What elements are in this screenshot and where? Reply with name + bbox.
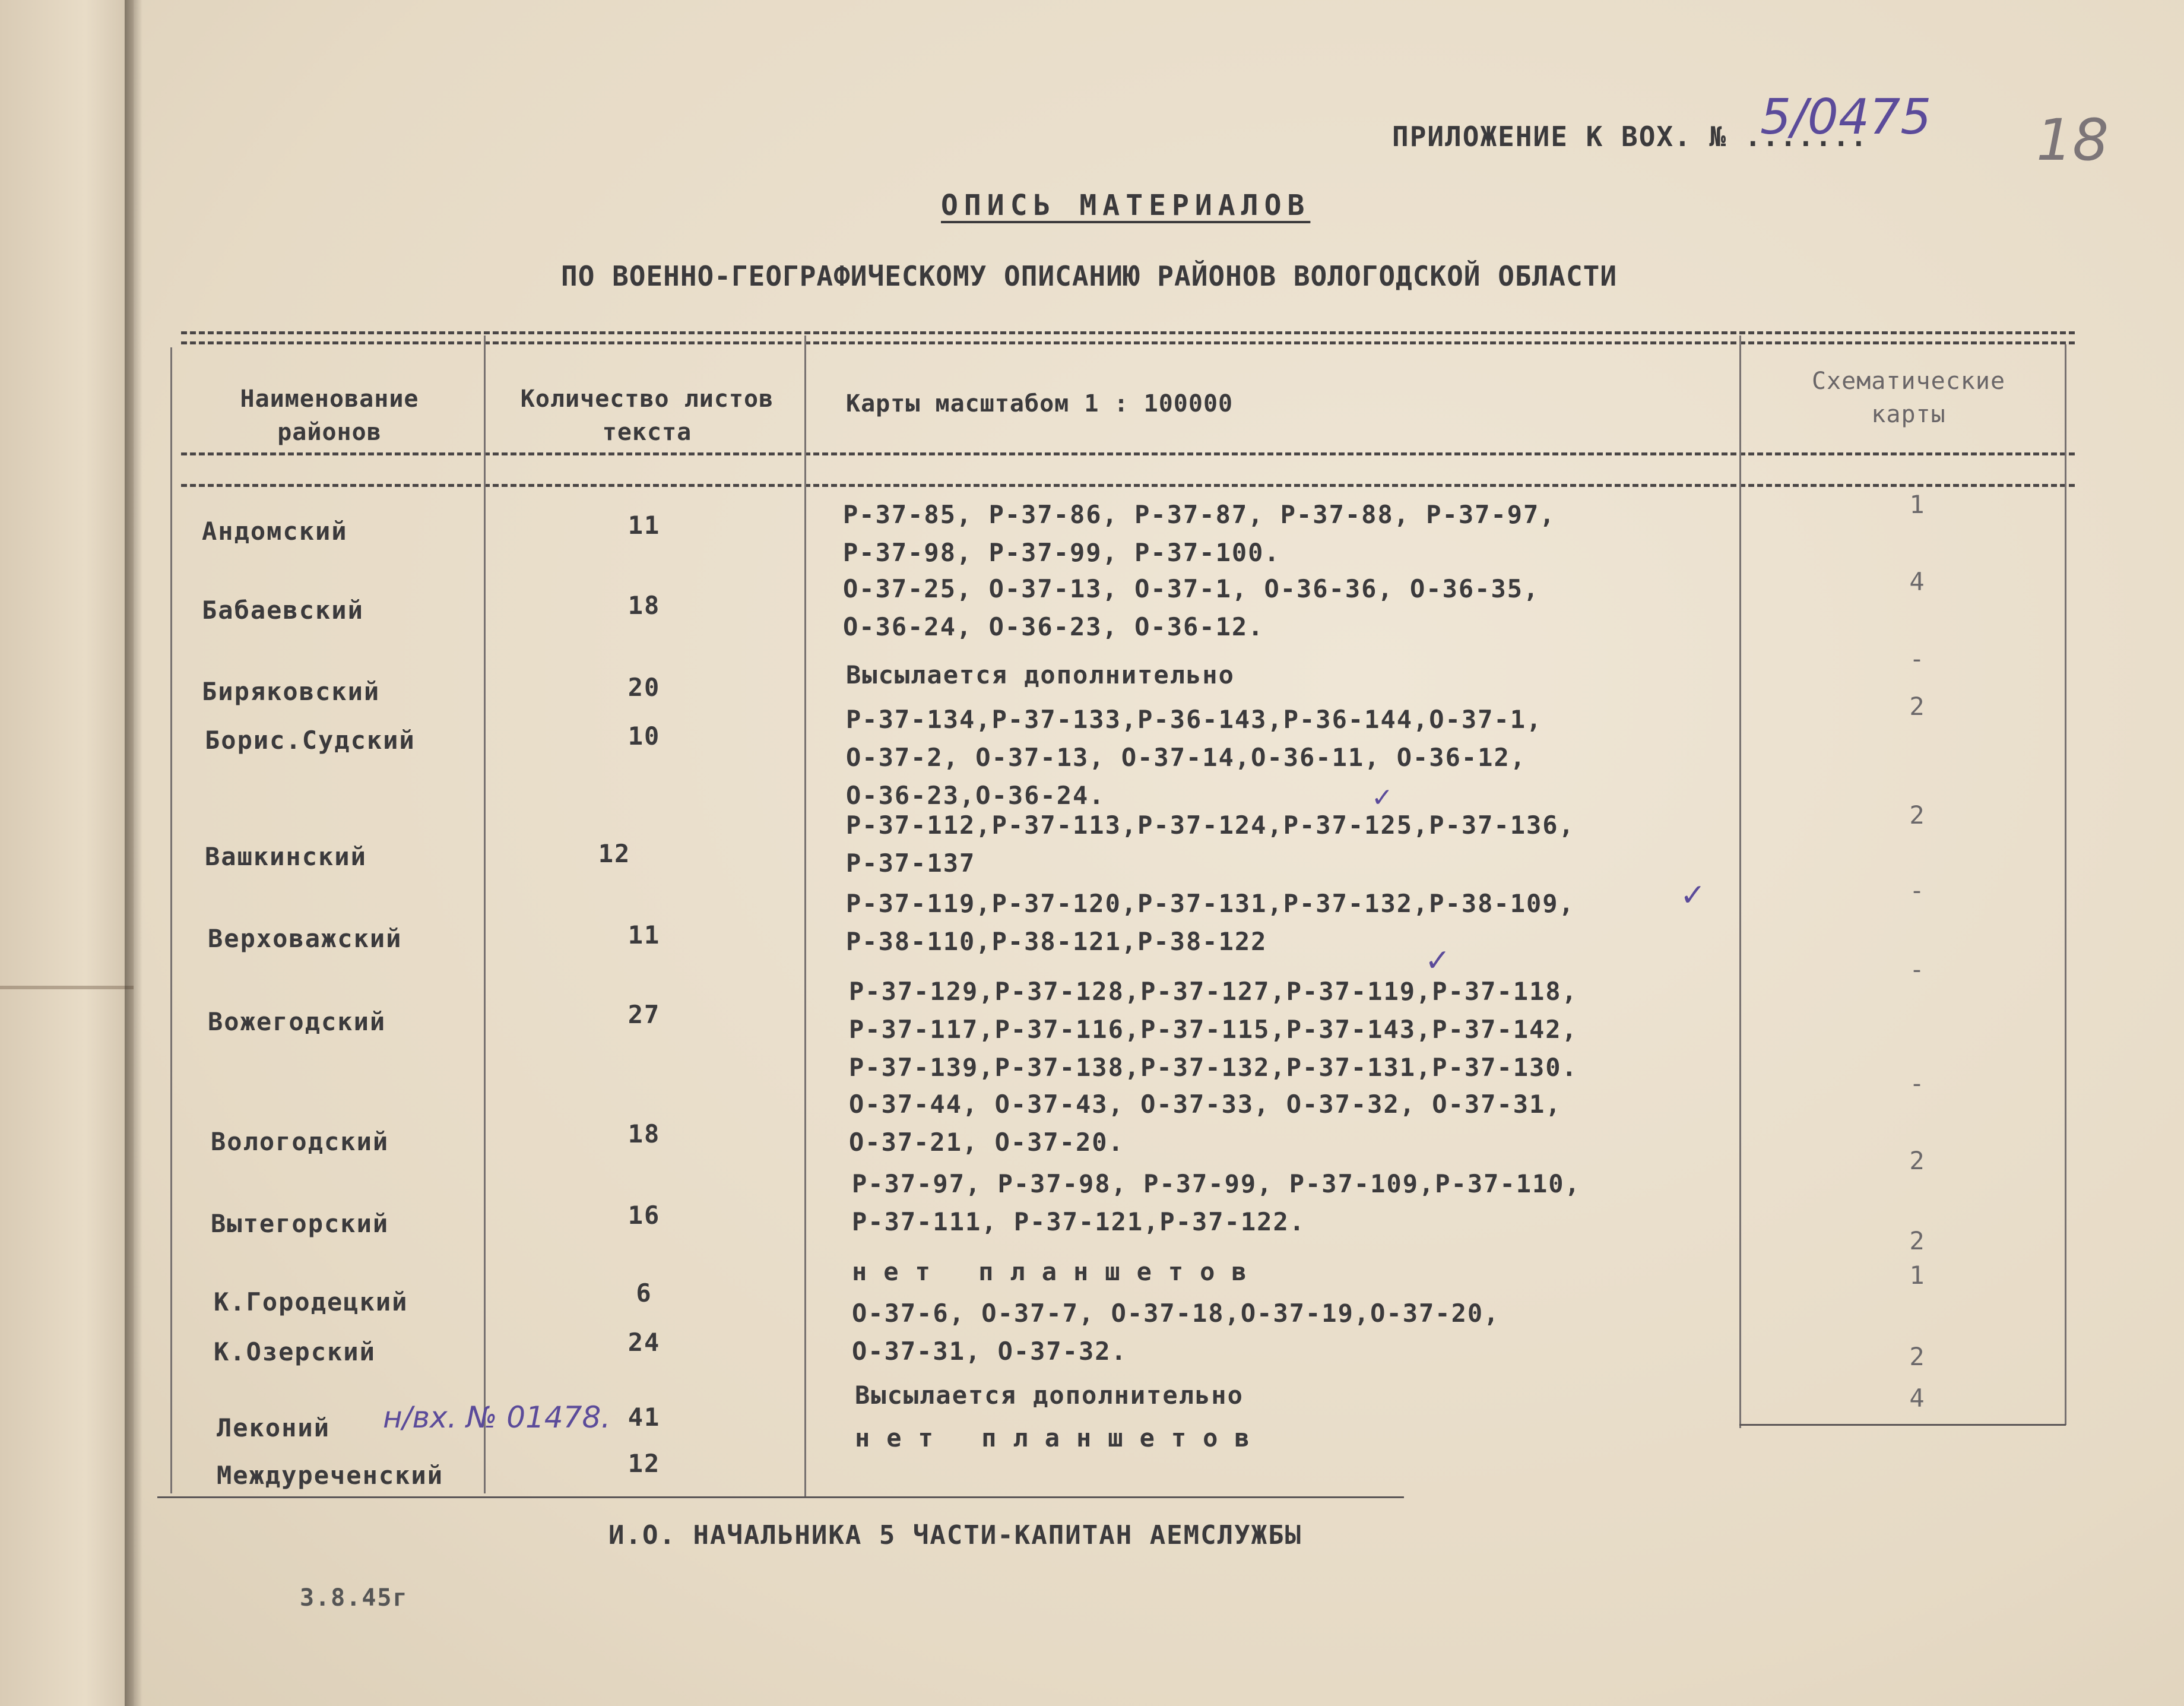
table-right-border [2065, 344, 2066, 1425]
handwritten-incoming-note: н/вх. № 01478. [383, 1400, 611, 1435]
row-k-ozersky-name: К.Озерский [214, 1337, 376, 1366]
appendix-label: ПРИЛОЖЕНИЕ К ВОХ. № ....... [1392, 121, 1868, 153]
row-k-ozersky-schematic: 1 [1909, 1261, 1926, 1290]
row-boris-sudsky-schematic: 2 [1909, 692, 1926, 721]
underlying-page [0, 0, 142, 1706]
row-verkhovazhsky-count: 11 [627, 920, 661, 949]
document-sheet [134, 0, 2184, 1706]
row-boris-sudsky-maps: Р-37-134,Р-37-133,Р-36-143,Р-36-144,О-37-1, О-37-2, О-37-13, О-37-14,О-36-11, О-36-12, О-36-23,О-36-24. [846, 705, 1543, 810]
row-mezhdurechensky-schematic: 4 [1909, 1384, 1926, 1413]
binding-gutter [125, 0, 142, 1706]
row-babaevsky-schematic: 4 [1909, 567, 1926, 596]
row-biryakovsky-name: Биряковский [202, 677, 381, 706]
row-lekonsky-count: 41 [627, 1403, 661, 1432]
appendix-number-handwritten: 5/0475 [1760, 89, 1932, 145]
table-header-rule-2 [181, 484, 2075, 487]
row-boris-sudsky-count: 10 [627, 721, 661, 751]
row-k-ozersky-count: 24 [627, 1328, 661, 1357]
header-maps: Карты масштабом 1 : 100000 [846, 390, 1234, 417]
row-biryakovsky-schematic: - [1909, 644, 1926, 673]
row-vashkinsky-name: Вашкинский [205, 842, 367, 871]
row-vytegorsky-name: Вытегорский [211, 1209, 389, 1238]
row-mezhdurechensky-maps: нет планшетов [855, 1423, 1266, 1452]
table-top-rule [181, 331, 2075, 334]
row-vozhegodsky-name: Вожегодский [208, 1007, 386, 1036]
document-subtitle: ПО ВОЕННО-ГЕОГРАФИЧЕСКОМУ ОПИСАНИЮ РАЙОНОВ ВОЛОГОДСКОЙ ОБЛАСТИ [561, 260, 1618, 292]
row-vologodsky-maps: О-37-44, О-37-43, О-37-33, О-37-32, О-37-31, О-37-21, О-37-20. [849, 1090, 1562, 1157]
row-k-gorodetsky-schematic: 2 [1909, 1226, 1926, 1255]
row-vashkinsky-count: 12 [598, 839, 631, 868]
row-verkhovazhsky-schematic: - [1909, 876, 1926, 905]
schematic-bottom-rule [1739, 1424, 2066, 1426]
col-divider-3 [1739, 335, 1741, 1428]
page-number-handwritten: 18 [2036, 107, 2109, 173]
row-verkhovazhsky-name: Верховажский [208, 924, 402, 953]
row-andomsky-name: Андомский [202, 517, 348, 546]
table-top-rule-2 [181, 341, 2075, 344]
row-vytegorsky-count: 16 [627, 1201, 661, 1230]
row-vologodsky-name: Вологодский [211, 1127, 389, 1156]
header-text-sheets: Количество листов текста [520, 385, 774, 446]
row-andomsky-maps: Р-37-85, Р-37-86, Р-37-87, Р-37-88, Р-37-97, Р-37-98, Р-37-99, Р-37-100. [843, 500, 1556, 567]
row-lekonsky-maps: Высылается дополнительно [855, 1381, 1244, 1410]
row-biryakovsky-count: 20 [627, 673, 661, 702]
header-schematic: Схематические карты [1811, 368, 2006, 428]
footer-code: 3.8.45г [300, 1584, 408, 1612]
header-district: Наименование районов [240, 385, 419, 446]
row-babaevsky-count: 18 [627, 591, 661, 620]
table-header-rule [181, 452, 2075, 455]
row-andomsky-schematic: 1 [1909, 490, 1926, 519]
row-lekonsky-name: Леконий [217, 1413, 331, 1442]
row-k-gorodetsky-count: 6 [636, 1278, 652, 1308]
row-lekonsky-schematic: 2 [1909, 1342, 1926, 1371]
row-vytegorsky-schematic: 2 [1909, 1146, 1926, 1175]
row-vashkinsky-maps: Р-37-112,Р-37-113,Р-37-124,Р-37-125,Р-37-136, Р-37-137 [846, 811, 1575, 878]
row-andomsky-count: 11 [627, 511, 661, 540]
document-title: ОПИСЬ МАТЕРИАЛОВ [941, 189, 1311, 222]
row-mezhdurechensky-count: 12 [627, 1449, 661, 1478]
table-bottom-rule [157, 1496, 1404, 1498]
row-babaevsky-name: Бабаевский [202, 596, 364, 625]
underlying-page-crease [0, 986, 140, 989]
row-vologodsky-schematic: - [1909, 1069, 1926, 1098]
table-left-border [170, 347, 172, 1493]
row-vozhegodsky-count: 27 [627, 1000, 661, 1029]
row-mezhdurechensky-name: Междуреченский [217, 1461, 444, 1490]
row-verkhovazhsky-maps: Р-37-119,Р-37-120,Р-37-131,Р-37-132,Р-38-109, Р-38-110,Р-38-121,Р-38-122 [846, 889, 1575, 956]
row-boris-sudsky-name: Борис.Судский [205, 726, 416, 755]
col-divider-1 [484, 335, 486, 1493]
row-vozhegodsky-schematic: - [1909, 955, 1926, 984]
row-vashkinsky-schematic: 2 [1909, 800, 1926, 830]
row-vytegorsky-maps: Р-37-97, Р-37-98, Р-37-99, Р-37-109,Р-37-110, Р-37-111, Р-37-121,Р-37-122. [852, 1169, 1581, 1236]
checkmark-icon: ✓ [1680, 878, 1706, 913]
row-k-gorodetsky-name: К.Городецкий [214, 1287, 408, 1316]
row-vologodsky-count: 18 [627, 1119, 661, 1148]
row-vozhegodsky-maps: Р-37-129,Р-37-128,Р-37-127,Р-37-119,Р-37-118, Р-37-117,Р-37-116,Р-37-115,Р-37-143,Р-37-142, Р-37-139,Р-37-138,Р-37-132,Р-37-131,Р-37-130. [849, 977, 1578, 1082]
signature-line: И.О. НАЧАЛЬНИКА 5 ЧАСТИ-КАПИТАН АЕМСЛУЖБЫ [608, 1520, 1302, 1550]
row-babaevsky-maps: О-37-25, О-37-13, О-37-1, О-36-36, О-36-35, О-36-24, О-36-23, О-36-12. [843, 574, 1540, 641]
row-k-ozersky-maps: О-37-6, О-37-7, О-37-18,О-37-19,О-37-20, О-37-31, О-37-32. [852, 1299, 1500, 1366]
row-k-gorodetsky-maps: нет планшетов [852, 1257, 1263, 1286]
row-biryakovsky-maps: Высылается дополнительно [846, 660, 1235, 689]
checkmark-icon: ✓ [1371, 783, 1393, 813]
col-divider-2 [804, 335, 806, 1496]
checkmark-icon: ✓ [1425, 943, 1451, 979]
